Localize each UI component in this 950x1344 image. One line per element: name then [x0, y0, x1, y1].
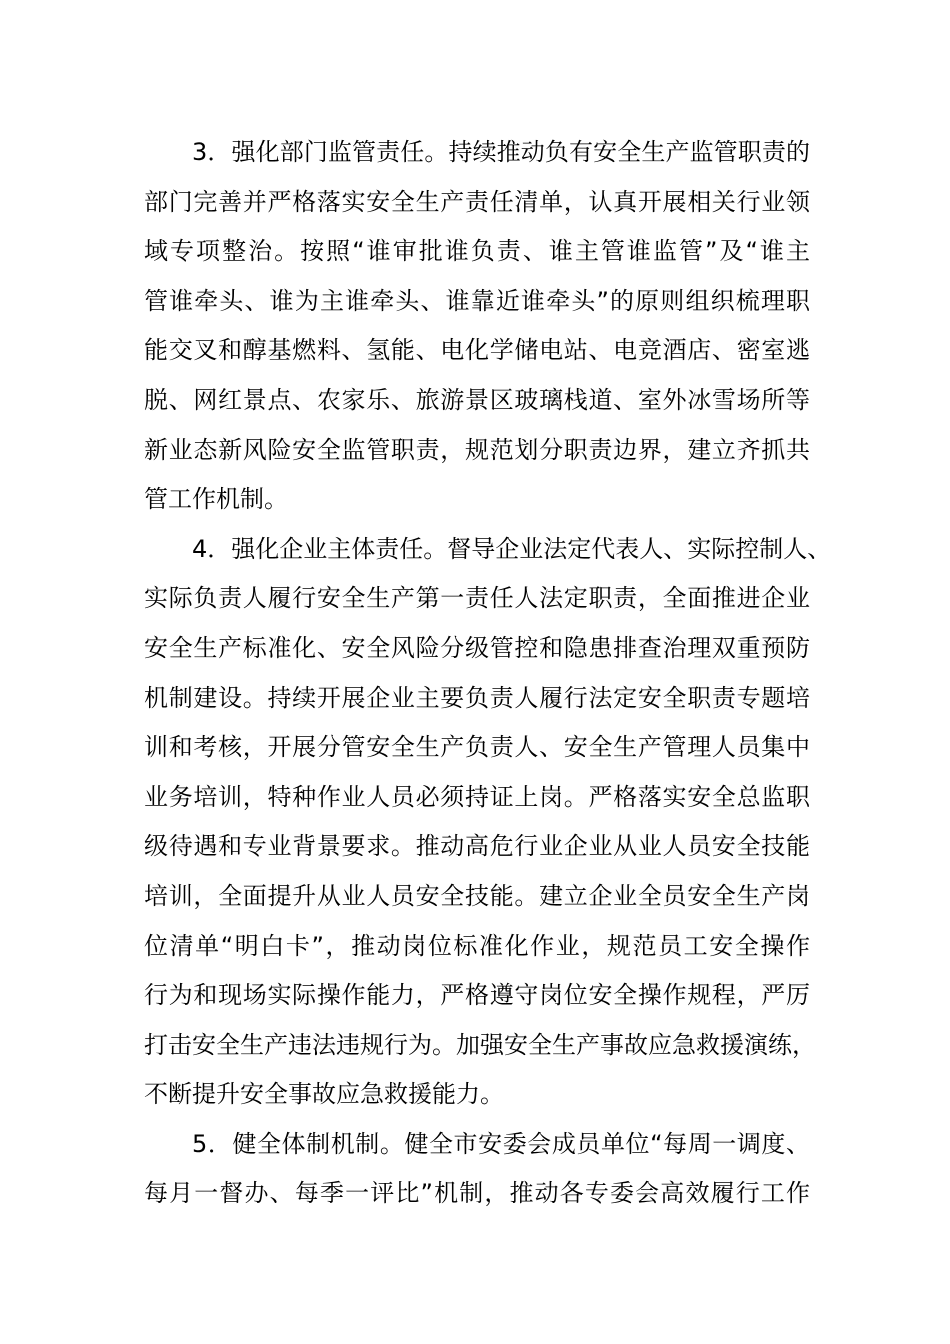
- paragraph-4: [144, 525, 832, 1120]
- text-line: 级待遇和专业背景要求。推动高危行业企业从业人员安全技能: [144, 832, 810, 861]
- text-line: 3．强化部门监管责任。持续推动负有安全生产监管职责的: [192, 138, 810, 166]
- text-line: 4．强化企业主体责任。督导企业法定代表人、实际控制人、: [192, 534, 832, 563]
- text-line: 不断提升安全事故应急救援能力。: [144, 1080, 504, 1109]
- text-line: 5．健全体制机制。健全市安委会成员单位“每周一调度、: [192, 1129, 810, 1158]
- text-line: 域专项整治。按照“谁审批谁负责、谁主管谁监管”及“谁主: [144, 237, 810, 266]
- text-line: 每月一督办、每季一评比”机制，推动各专委会高效履行工作: [144, 1179, 810, 1208]
- text-line: 部门完善并严格落实安全生产责任清单，认真开展相关行业领: [144, 187, 810, 216]
- text-line: 机制建设。持续开展企业主要负责人履行法定安全职责专题培: [144, 683, 810, 712]
- text-line: 位清单“明白卡”，推动岗位标准化作业，规范员工安全操作: [144, 931, 810, 960]
- text-line: 业务培训，特种作业人员必须持证上岗。严格落实安全总监职: [144, 782, 810, 811]
- paragraph-3: [144, 128, 810, 525]
- text-line: 新业态新风险安全监管职责，规范划分职责边界，建立齐抓共: [144, 435, 810, 464]
- text-line: 能交叉和醇基燃料、氢能、电化学储电站、电竞酒店、密室逃: [144, 336, 810, 365]
- text-line: 管谁牵头、谁为主谁牵头、谁靠近谁牵头”的原则组织梳理职: [144, 286, 810, 315]
- document-body: [144, 128, 832, 1219]
- text-line: 打击安全生产违法违规行为。加强安全生产事故应急救援演练，: [144, 1030, 816, 1059]
- text-line: 安全生产标准化、安全风险分级管控和隐患排查治理双重预防: [144, 633, 810, 662]
- text-line: 脱、网红景点、农家乐、旅游景区玻璃栈道、室外冰雪场所等: [144, 385, 810, 414]
- paragraph-5: [144, 1120, 810, 1219]
- text-line: 行为和现场实际操作能力，严格遵守岗位安全操作规程，严厉: [144, 981, 810, 1010]
- text-line: 实际负责人履行安全生产第一责任人法定职责，全面推进企业: [144, 584, 810, 613]
- text-line: 训和考核，开展分管安全生产负责人、安全生产管理人员集中: [144, 733, 810, 762]
- text-line: 培训，全面提升从业人员安全技能。建立企业全员安全生产岗: [144, 881, 810, 910]
- text-line: 管工作机制。: [144, 485, 288, 514]
